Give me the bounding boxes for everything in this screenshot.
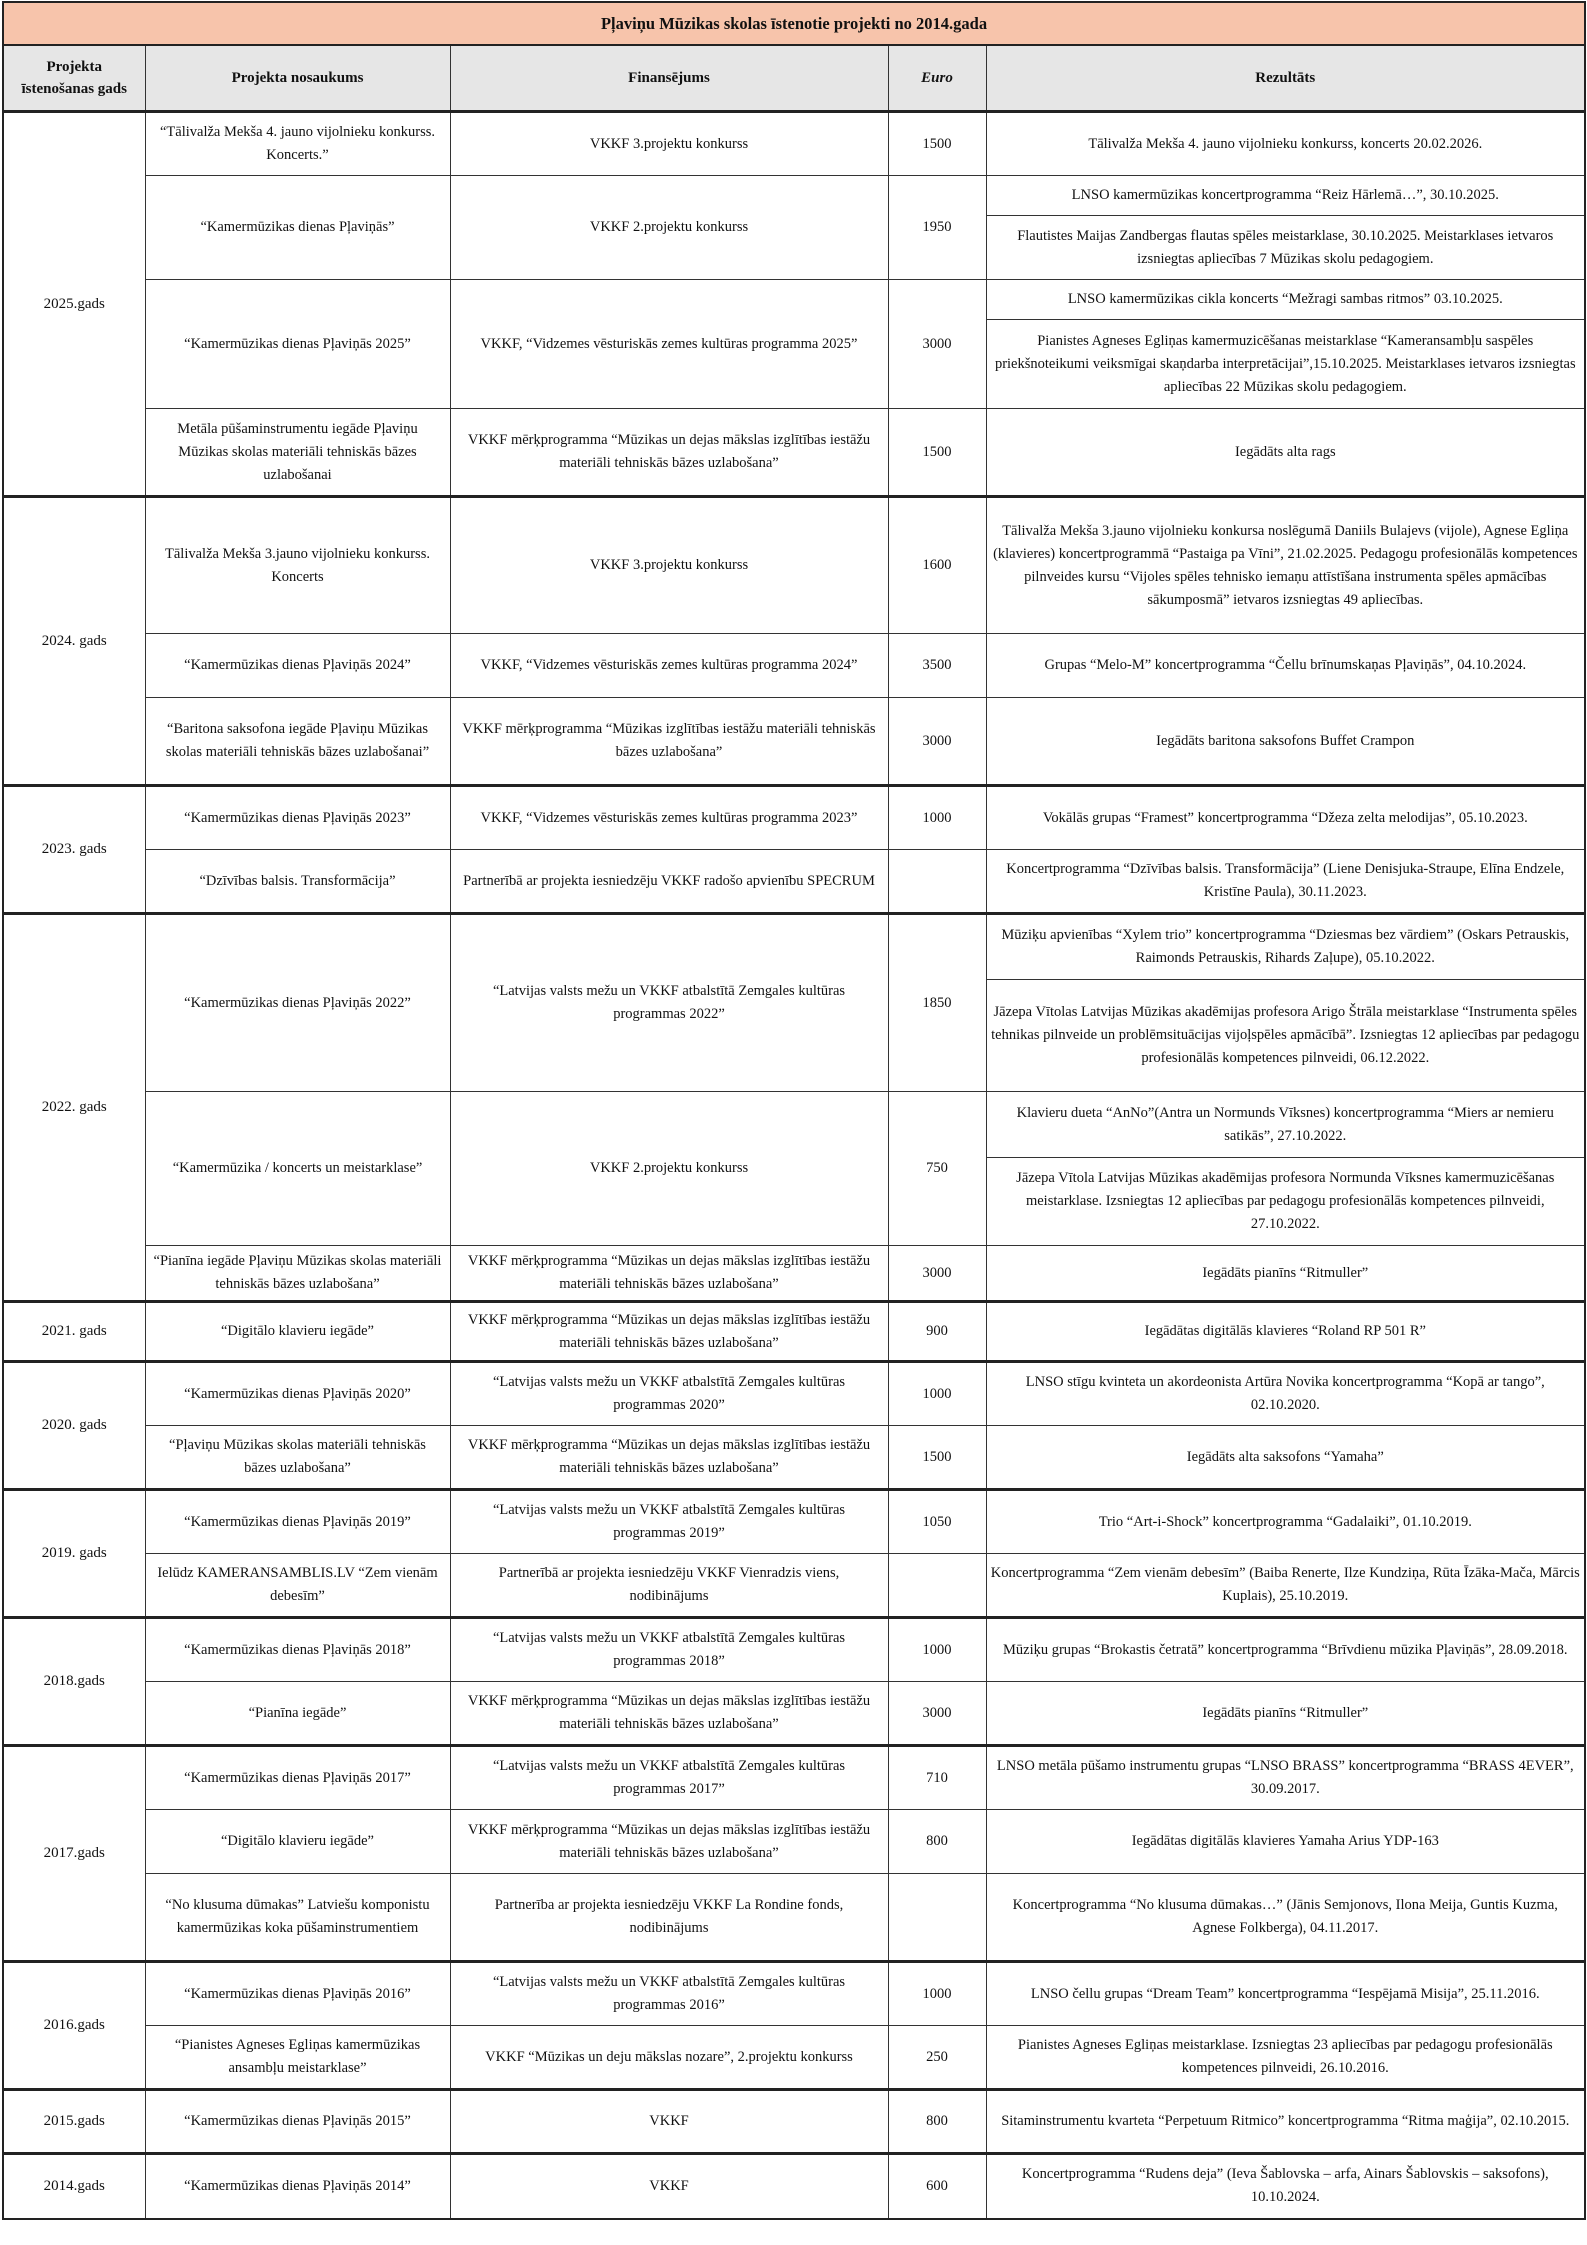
funding-cell: VKKF [450, 2154, 888, 2219]
euro-cell: 600 [888, 2154, 986, 2219]
project-name-cell: “Kamermūzikas dienas Pļaviņās 2025” [145, 280, 450, 409]
project-name-cell: “Tālivalža Mekša 4. jauno vijolnieku konkurss. Koncerts.” [145, 112, 450, 176]
project-name-cell: “Baritona saksofona iegāde Pļaviņu Mūzikas skolas materiāli tehniskās bāzes uzlabošanai” [145, 698, 450, 786]
result-cell: Iegādāts pianīns “Ritmuller” [986, 1246, 1585, 1302]
euro-cell: 1600 [888, 497, 986, 634]
funding-cell: VKKF mērķprogramma “Mūzikas un dejas mākslas izglītības iestāžu materiāli tehniskās bāzes uzlabošana” [450, 1426, 888, 1490]
year-cell: 2014.gads [3, 2154, 145, 2219]
year-cell: 2018.gads [3, 1618, 145, 1746]
result-cell: Sitaminstrumentu kvarteta “Perpetuum Ritmico” koncertprogramma “Ritma maģija”, 02.10.2015. [986, 2090, 1585, 2154]
euro-cell: 3000 [888, 698, 986, 786]
table-row [3, 1874, 1585, 1962]
result-cell: Trio “Art-i-Shock” koncertprogramma “Gadalaiki”, 01.10.2019. [986, 1490, 1585, 1554]
euro-cell: 750 [888, 1092, 986, 1246]
result-cell: Klavieru dueta “AnNo”(Antra un Normunds Vīksnes) koncertprogramma “Miers ar nemieru satikās”, 27.10.2022. [986, 1092, 1585, 1158]
result-cell: Pianistes Agneses Egliņas kamermuzicēšanas meistarklase “Kameransambļu saspēles priekšnoteikumi veiksmīgai skaņdarba interpretācijai”,15.10.2025. Meistarklases ietvaros izsniegtas apliecības 22 Mūzikas skolu pedagogiem. [986, 320, 1585, 409]
year-cell: 2023. gads [3, 786, 145, 914]
project-name-cell: “Digitālo klavieru iegāde” [145, 1302, 450, 1362]
project-name-cell: “Pianistes Agneses Egliņas kamermūzikas ansambļu meistarklase” [145, 2026, 450, 2090]
funding-cell: “Latvijas valsts mežu un VKKF atbalstītā Zemgales kultūras programmas 2016” [450, 1962, 888, 2026]
table-row [3, 1362, 1585, 1426]
euro-cell: 1850 [888, 914, 986, 1092]
euro-cell: 800 [888, 2090, 986, 2154]
year-cell: 2020. gads [3, 1362, 145, 1490]
project-name-cell: “Kamermūzikas dienas Pļaviņās 2016” [145, 1962, 450, 2026]
euro-cell: 3500 [888, 634, 986, 698]
euro-cell: 1950 [888, 176, 986, 280]
table-row [3, 1962, 1585, 2026]
result-cell: Koncertprogramma “Zem vienām debesīm” (Baiba Renerte, Ilze Kundziņa, Rūta Īzāka-Mača, Mārcis Kuplais), 25.10.2019. [986, 1554, 1585, 1618]
project-name-cell: “Kamermūzikas dienas Pļaviņās 2020” [145, 1362, 450, 1426]
funding-cell: VKKF, “Vidzemes vēsturiskās zemes kultūras programma 2025” [450, 280, 888, 409]
project-name-cell: “Pianīna iegāde Pļaviņu Mūzikas skolas materiāli tehniskās bāzes uzlabošana” [145, 1246, 450, 1302]
euro-cell: 1000 [888, 1362, 986, 1426]
result-cell: LNSO kamermūzikas cikla koncerts “Mežragi sambas ritmos” 03.10.2025. [986, 280, 1585, 320]
funding-cell: VKKF mērķprogramma “Mūzikas un dejas mākslas izglītības iestāžu materiāli tehniskās bāzes uzlabošana” [450, 1302, 888, 1362]
result-cell: Tālivalža Mekša 4. jauno vijolnieku konkurss, koncerts 20.02.2026. [986, 112, 1585, 176]
project-name-cell: “Kamermūzikas dienas Pļaviņās 2019” [145, 1490, 450, 1554]
euro-cell: 3000 [888, 1246, 986, 1302]
project-name-cell: “Kamermūzikas dienas Pļaviņās 2014” [145, 2154, 450, 2219]
result-cell: LNSO stīgu kvinteta un akordeonista Artūra Novika koncertprogramma “Kopā ar tango”, 02.10.2020. [986, 1362, 1585, 1426]
table-row [3, 1302, 1585, 1362]
funding-cell: “Latvijas valsts mežu un VKKF atbalstītā Zemgales kultūras programmas 2017” [450, 1746, 888, 1810]
funding-cell: VKKF 2.projektu konkurss [450, 1092, 888, 1246]
project-name-cell: “Pianīna iegāde” [145, 1682, 450, 1746]
result-cell: Koncertprogramma “Dzīvības balsis. Transformācija” (Liene Denisjuka-Straupe, Elīna Endzele, Kristīne Paula), 30.11.2023. [986, 850, 1585, 914]
table-row [3, 112, 1585, 176]
funding-cell: VKKF mērķprogramma “Mūzikas izglītības iestāžu materiāli tehniskās bāzes uzlabošana” [450, 698, 888, 786]
header-year: Projekta īstenošanas gads [3, 45, 145, 112]
year-cell: 2016.gads [3, 1962, 145, 2090]
funding-cell: Partnerība ar projekta iesniedzēju VKKF La Rondine fonds, nodibinājums [450, 1874, 888, 1962]
result-cell: LNSO kamermūzikas koncertprogramma “Reiz Hārlemā…”, 30.10.2025. [986, 176, 1585, 216]
funding-cell: “Latvijas valsts mežu un VKKF atbalstītā Zemgales kultūras programmas 2018” [450, 1618, 888, 1682]
result-cell: Jāzepa Vītolas Latvijas Mūzikas akadēmijas profesora Arigo Štrāla meistarklase “Instrumenta spēles tehnikas pilnveide un problēmsituācijas vijoļspēles apmācībā”. Izsniegtas 12 apliecības par pedagogu profesionālās kompetences pilnveidi, 06.12.2022. [986, 980, 1585, 1092]
table-row [3, 2090, 1585, 2154]
year-cell: 2017.gads [3, 1746, 145, 1962]
table-row [3, 2026, 1585, 2090]
project-name-cell: “Kamermūzikas dienas Pļaviņās 2018” [145, 1618, 450, 1682]
funding-cell: VKKF mērķprogramma “Mūzikas un dejas mākslas izglītības iestāžu materiāli tehniskās bāzes uzlabošana” [450, 409, 888, 497]
header-result: Rezultāts [986, 45, 1585, 112]
projects-table [2, 1, 1586, 2220]
project-name-cell: “Dzīvības balsis. Transformācija” [145, 850, 450, 914]
result-cell: Grupas “Melo-M” koncertprogramma “Čellu brīnumskaņas Pļaviņās”, 04.10.2024. [986, 634, 1585, 698]
project-name-cell: “Kamermūzikas dienas Pļaviņās” [145, 176, 450, 280]
project-name-cell: “No klusuma dūmakas” Latviešu komponistu kamermūzikas koka pūšaminstrumentiem [145, 1874, 450, 1962]
result-cell: LNSO čellu grupas “Dream Team” koncertprogramma “Iespējamā Misija”, 25.11.2016. [986, 1962, 1585, 2026]
project-name-cell: Tālivalža Mekša 3.jauno vijolnieku konkurss. Koncerts [145, 497, 450, 634]
table-row [3, 786, 1585, 850]
project-name-cell: “Kamermūzikas dienas Pļaviņās 2015” [145, 2090, 450, 2154]
euro-cell: 1500 [888, 1426, 986, 1490]
result-cell: Jāzepa Vītola Latvijas Mūzikas akadēmijas profesora Normunda Vīksnes kamermuzicēšanas meistarklase. Izsniegtas 12 apliecības par pedagogu profesionālās kompetences pilnveidi, 27.10.2022. [986, 1158, 1585, 1246]
table-row [3, 914, 1585, 980]
euro-cell [888, 850, 986, 914]
funding-cell: “Latvijas valsts mežu un VKKF atbalstītā Zemgales kultūras programmas 2022” [450, 914, 888, 1092]
funding-cell: VKKF mērķprogramma “Mūzikas un dejas mākslas izglītības iestāžu materiāli tehniskās bāzes uzlabošana” [450, 1682, 888, 1746]
result-cell: Flautistes Maijas Zandbergas flautas spēles meistarklase, 30.10.2025. Meistarklases ietvaros izsniegtas apliecības 7 Mūzikas skolu pedagogiem. [986, 216, 1585, 280]
table-row [3, 280, 1585, 320]
table-body [3, 112, 1585, 2219]
table-row [3, 698, 1585, 786]
euro-cell: 3000 [888, 280, 986, 409]
project-name-cell: “Kamermūzikas dienas Pļaviņās 2023” [145, 786, 450, 850]
euro-cell: 710 [888, 1746, 986, 1810]
result-cell: Iegādātas digitālās klavieres Yamaha Arius YDP-163 [986, 1810, 1585, 1874]
result-cell: Tālivalža Mekša 3.jauno vijolnieku konkursa noslēgumā Daniils Bulajevs (vijole), Agnese Egliņa (klavieres) koncertprogrammā “Pastaiga pa Vīni”, 21.02.2025. Pedagogu profesionālās kompetences pilnveides kursu “Vijoles spēles tehnisko iemaņu attīstīšana instrumenta spēles apmācības sākumposmā” ietvaros izsniegtas 49 apliecības. [986, 497, 1585, 634]
result-cell: LNSO metāla pūšamo instrumentu grupas “LNSO BRASS” koncertprogramma “BRASS 4EVER”, 30.09.2017. [986, 1746, 1585, 1810]
result-cell: Iegādātas digitālās klavieres “Roland RP 501 R” [986, 1302, 1585, 1362]
funding-cell: VKKF [450, 2090, 888, 2154]
euro-cell: 1000 [888, 1962, 986, 2026]
table-row [3, 176, 1585, 216]
year-cell: 2022. gads [3, 914, 145, 1302]
year-cell: 2025.gads [3, 112, 145, 497]
result-cell: Iegādāts pianīns “Ritmuller” [986, 1682, 1585, 1746]
table-row [3, 1810, 1585, 1874]
result-cell: Koncertprogramma “No klusuma dūmakas…” (Jānis Semjonovs, Ilona Meija, Guntis Kuzma, Agnese Folkberga), 04.11.2017. [986, 1874, 1585, 1962]
table-row [3, 1246, 1585, 1302]
table-title: Pļaviņu Mūzikas skolas īstenotie projekti no 2014.gada [3, 2, 1585, 45]
funding-cell: VKKF 3.projektu konkurss [450, 112, 888, 176]
project-name-cell: “Kamermūzikas dienas Pļaviņās 2022” [145, 914, 450, 1092]
result-cell: Koncertprogramma “Rudens deja” (Ieva Šablovska – arfa, Ainars Šablovskis – saksofons), 10.10.2024. [986, 2154, 1585, 2219]
table-row [3, 1426, 1585, 1490]
funding-cell: VKKF mērķprogramma “Mūzikas un dejas mākslas izglītības iestāžu materiāli tehniskās bāzes uzlabošana” [450, 1246, 888, 1302]
project-name-cell: “Kamermūzikas dienas Pļaviņās 2017” [145, 1746, 450, 1810]
project-name-cell: Metāla pūšaminstrumentu iegāde Pļaviņu Mūzikas skolas materiāli tehniskās bāzes uzlabošanai [145, 409, 450, 497]
result-cell: Iegādāts alta rags [986, 409, 1585, 497]
result-cell: Iegādāts alta saksofons “Yamaha” [986, 1426, 1585, 1490]
project-name-cell: “Digitālo klavieru iegāde” [145, 1810, 450, 1874]
funding-cell: VKKF 3.projektu konkurss [450, 497, 888, 634]
year-cell: 2015.gads [3, 2090, 145, 2154]
euro-cell: 800 [888, 1810, 986, 1874]
euro-cell: 1000 [888, 786, 986, 850]
funding-cell: VKKF mērķprogramma “Mūzikas un dejas mākslas izglītības iestāžu materiāli tehniskās bāzes uzlabošana” [450, 1810, 888, 1874]
euro-cell: 1050 [888, 1490, 986, 1554]
table-row [3, 1746, 1585, 1810]
table-row [3, 850, 1585, 914]
table-row [3, 1618, 1585, 1682]
euro-cell: 1500 [888, 112, 986, 176]
year-cell: 2021. gads [3, 1302, 145, 1362]
header-name: Projekta nosaukums [145, 45, 450, 112]
year-cell: 2019. gads [3, 1490, 145, 1618]
result-cell: Vokālās grupas “Framest” koncertprogramma “Džeza zelta melodijas”, 05.10.2023. [986, 786, 1585, 850]
table-row [3, 1554, 1585, 1618]
project-name-cell: “Kamermūzika / koncerts un meistarklase” [145, 1092, 450, 1246]
table-row [3, 409, 1585, 497]
year-cell: 2024. gads [3, 497, 145, 786]
funding-cell: VKKF “Mūzikas un deju mākslas nozare”, 2.projektu konkurss [450, 2026, 888, 2090]
project-name-cell: Ielūdz KAMERANSAMBLIS.LV “Zem vienām debesīm” [145, 1554, 450, 1618]
funding-cell: VKKF, “Vidzemes vēsturiskās zemes kultūras programma 2024” [450, 634, 888, 698]
project-name-cell: “Kamermūzikas dienas Pļaviņās 2024” [145, 634, 450, 698]
euro-cell: 1000 [888, 1618, 986, 1682]
result-cell: Mūziķu apvienības “Xylem trio” koncertprogramma “Dziesmas bez vārdiem” (Oskars Petrauskis, Raimonds Petrauskis, Rihards Zaļupe), 05.10.2022. [986, 914, 1585, 980]
table-row [3, 634, 1585, 698]
header-euro: Euro [888, 45, 986, 112]
funding-cell: VKKF 2.projektu konkurss [450, 176, 888, 280]
euro-cell [888, 1554, 986, 1618]
header-funding: Finansējums [450, 45, 888, 112]
result-cell: Pianistes Agneses Egliņas meistarklase. Izsniegtas 23 apliecības par pedagogu profesionālās kompetences pilnveidi, 26.10.2016. [986, 2026, 1585, 2090]
table-row [3, 2154, 1585, 2219]
euro-cell [888, 1874, 986, 1962]
funding-cell: “Latvijas valsts mežu un VKKF atbalstītā Zemgales kultūras programmas 2019” [450, 1490, 888, 1554]
euro-cell: 3000 [888, 1682, 986, 1746]
euro-cell: 900 [888, 1302, 986, 1362]
funding-cell: “Latvijas valsts mežu un VKKF atbalstītā Zemgales kultūras programmas 2020” [450, 1362, 888, 1426]
table-row [3, 497, 1585, 634]
euro-cell: 250 [888, 2026, 986, 2090]
table-row [3, 1490, 1585, 1554]
table-row [3, 1682, 1585, 1746]
funding-cell: VKKF, “Vidzemes vēsturiskās zemes kultūras programma 2023” [450, 786, 888, 850]
result-cell: Iegādāts baritona saksofons Buffet Crampon [986, 698, 1585, 786]
result-cell: Mūziķu grupas “Brokastis četratā” koncertprogramma “Brīvdienu mūzika Pļaviņās”, 28.09.2018. [986, 1618, 1585, 1682]
funding-cell: Partnerībā ar projekta iesniedzēju VKKF Vienradzis viens, nodibinājums [450, 1554, 888, 1618]
euro-cell: 1500 [888, 409, 986, 497]
table-row [3, 1092, 1585, 1158]
funding-cell: Partnerībā ar projekta iesniedzēju VKKF radošo apvienību SPECRUM [450, 850, 888, 914]
project-name-cell: “Pļaviņu Mūzikas skolas materiāli tehniskās bāzes uzlabošana” [145, 1426, 450, 1490]
